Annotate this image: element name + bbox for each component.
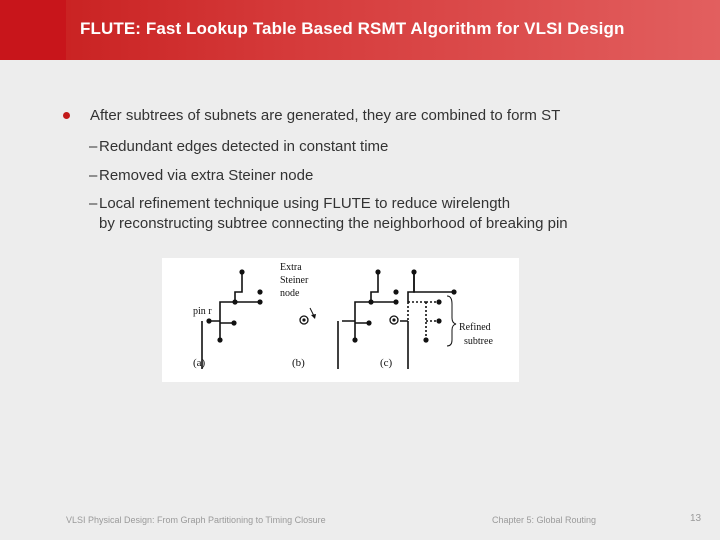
sub-text-continued: by reconstructing subtree connecting the neighborhood of breaking pin [99,215,568,232]
sub-dash: – [89,138,98,155]
label-b: (b) [292,357,305,369]
refined-bracket [447,296,456,346]
sub-dash: – [89,167,98,184]
sub-text: Redundant edges detected in constant time [99,138,389,155]
steiner-label: Steiner [280,275,309,286]
node-label: node [280,288,300,299]
sub-text: Local refinement technique using FLUTE to reduce wirelength [99,195,511,212]
label-a: (a) [193,357,206,369]
sub-item-removed [89,166,313,186]
page-number: 13 [690,513,702,524]
sub-text: Removed via extra Steiner node [99,167,314,184]
bullet-dot [63,112,70,119]
slide-title: FLUTE: Fast Lookup Table Based RSMT Algorithm for VLSI Design [80,19,625,38]
label-c: (c) [380,357,393,369]
pins [206,269,456,342]
sub-item-redundant [89,137,388,157]
title-bar [0,0,720,60]
tree-b-edges [338,272,396,369]
main-bullet: After subtrees of subnets are generated, they are combined to form ST [90,107,561,124]
title-accent-strip [0,0,66,60]
subtree-label: subtree [464,336,493,347]
footer-book-title: VLSI Physical Design: From Graph Partitioning to Timing Closure [66,515,326,525]
pin-r-label: pin r [193,306,212,317]
steiner-tree-diagram [162,258,519,382]
refined-subtree-edges [408,302,439,340]
refined-label: Refined [459,322,491,333]
extra-label: Extra [280,262,302,273]
footer-chapter: Chapter 5: Global Routing [492,515,597,525]
steiner-figure [162,258,519,382]
sub-dash: – [89,195,98,212]
sub-item-refinement [89,194,568,234]
